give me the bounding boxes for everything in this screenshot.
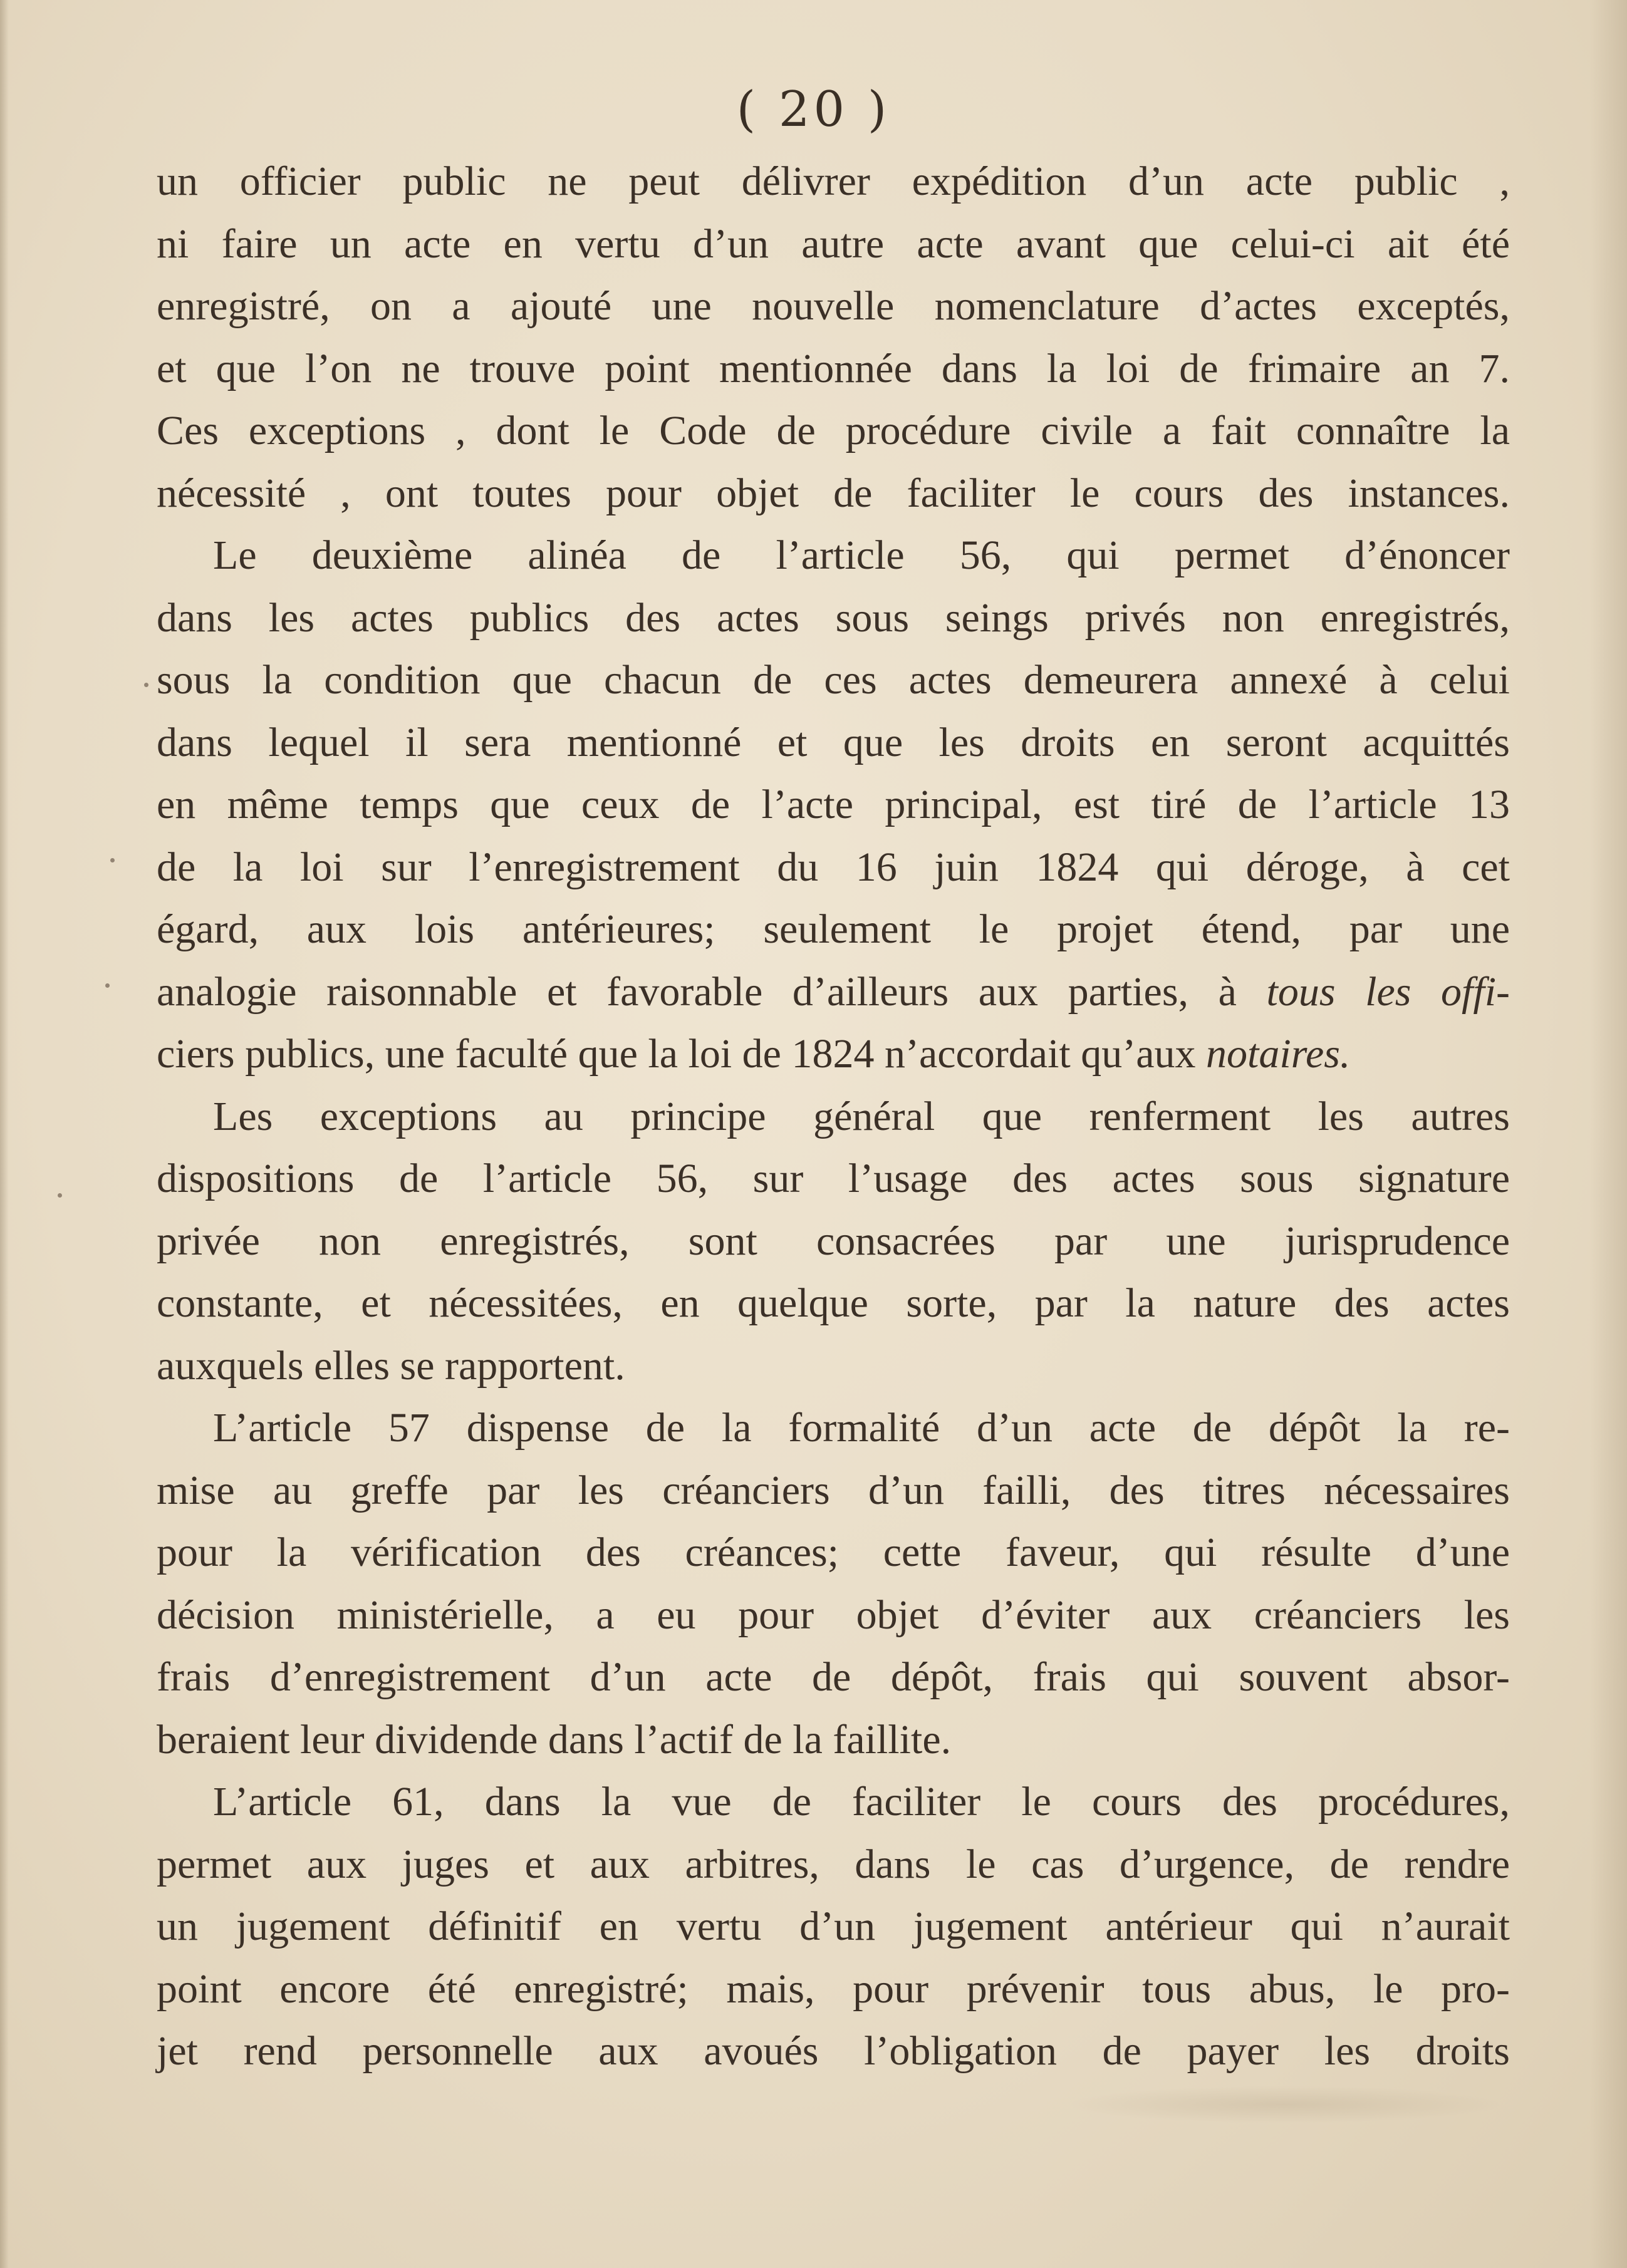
page-right-shadow xyxy=(1589,0,1627,2268)
text-line: permet aux juges et aux arbitres, dans le cas d’urgence, de rendre xyxy=(157,1841,1510,1887)
text-line: privée non enregistrés, sont consacrées par une jurisprudence xyxy=(157,1218,1510,1264)
italic-phrase: tous les offi- xyxy=(1266,968,1510,1015)
text-line: beraient leur dividende dans l’actif de la faillite. xyxy=(157,1716,952,1763)
text-line: dans les actes publics des actes sous seings privés non enregistrés, xyxy=(157,594,1510,641)
text-line: Le deuxième alinéa de l’article 56, qui permet d’énoncer xyxy=(213,532,1510,578)
text-line: ni faire un acte en vertu d’un autre acte avant que celui-ci ait été xyxy=(157,220,1510,267)
page-left-shadow xyxy=(0,0,9,2268)
text-line: et que l’on ne trouve point mentionnée dans la loi de frimaire an 7. xyxy=(157,345,1510,391)
italic-phrase: notaires. xyxy=(1206,1031,1351,1077)
body-text xyxy=(157,150,1510,2083)
text-line: mise au greffe par les créanciers d’un failli, des titres nécessaires xyxy=(157,1467,1510,1513)
text-line: analogie raisonnable et favorable d’ailleurs aux parties, à xyxy=(157,968,1237,1015)
text-line: un officier public ne peut délivrer expédition d’un acte public , xyxy=(157,158,1510,204)
paper-speck xyxy=(58,1193,62,1198)
text-line: dispositions de l’article 56, sur l’usage des actes sous signature xyxy=(157,1156,1510,1201)
text-line: égard, aux lois antérieures; seulement le projet étend, par une xyxy=(157,906,1510,952)
paper-speck xyxy=(105,983,110,988)
text-line: point encore été enregistré; mais, pour prévenir tous abus, le pro- xyxy=(157,1965,1510,2012)
text-line: un jugement définitif en vertu d’un jugement antérieur qui n’aurait xyxy=(157,1903,1510,1949)
text-line: Les exceptions au principe général que renferment les autres xyxy=(213,1093,1510,1139)
text-line: enregistré, on a ajouté une nouvelle nomenclature d’actes exceptés, xyxy=(157,283,1510,329)
text-line: ciers publics, une faculté que la loi de 1824 n’accordait qu’aux xyxy=(157,1031,1196,1077)
text-line: nécessité , ont toutes pour objet de faciliter le cours des instances. xyxy=(157,470,1510,516)
text-line: Ces exceptions , dont le Code de procédure civile a fait connaître la xyxy=(157,408,1510,453)
text-line: en même temps que ceux de l’acte principal, est tiré de l’article 13 xyxy=(157,782,1510,827)
text-line: décision ministérielle, a eu pour objet d’éviter aux créanciers les xyxy=(157,1592,1510,1638)
paper-speck xyxy=(110,858,115,862)
text-line: L’article 57 dispense de la formalité d’un acte de dépôt la re- xyxy=(213,1405,1510,1451)
bleed-through-stain xyxy=(1065,2086,1504,2123)
text-line: auxquels elles se rapportent. xyxy=(157,1342,625,1389)
paper-speck xyxy=(144,683,148,687)
text-line: L’article 61, dans la vue de faciliter le cours des procédures, xyxy=(213,1779,1510,1825)
text-line: pour la vérification des créances; cette faveur, qui résulte d’une xyxy=(157,1530,1510,1575)
page-number: ( 20 ) xyxy=(736,81,891,138)
text-line-mixed xyxy=(157,1023,1510,1085)
text-line: jet rend personnelle aux avoués l’obligation de payer les droits xyxy=(157,2028,1510,2074)
text-line: sous la condition que chacun de ces actes demeurera annexé à celui xyxy=(157,657,1510,703)
text-line: constante, et nécessitées, en quelque sorte, par la nature des actes xyxy=(157,1280,1510,1326)
text-line: dans lequel il sera mentionné et que les droits en seront acquittés xyxy=(157,719,1510,765)
text-line: frais d’enregistrement d’un acte de dépôt, frais qui souvent absor- xyxy=(157,1654,1510,1700)
text-line-mixed xyxy=(157,961,1510,1023)
text-line: de la loi sur l’enregistrement du 16 juin 1824 qui déroge, à cet xyxy=(157,844,1510,890)
